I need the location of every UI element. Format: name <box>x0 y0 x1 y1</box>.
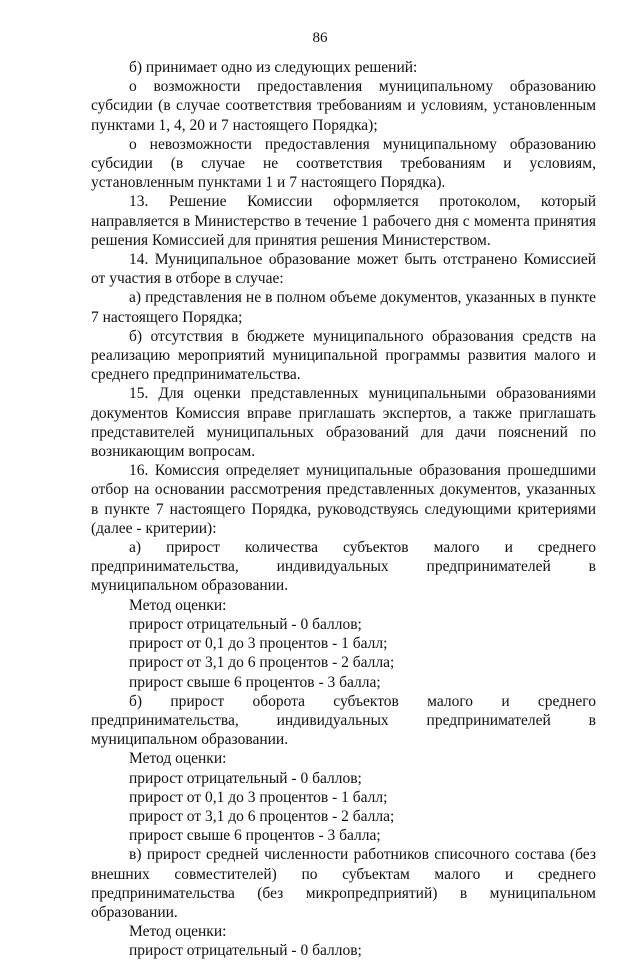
paragraph: б) принимает одно из следующих решений: <box>129 59 418 76</box>
paragraph: 13. Решение Комиссии оформляется протоколом, который направляется в Министерство в течение 1 рабочего дня с момента принятия решения Комиссией для принятия решения Министерством. <box>91 193 596 249</box>
paragraph: б) отсутствия в бюджете муниципального образования средств на реализацию мероприятий муниципальной программы развития малого и среднего предпринимательства. <box>91 327 596 384</box>
paragraph: а) прирост количества субъектов малого и среднего предпринимательства, индивидуальных предпринимателей в муниципальном образовании. <box>91 539 596 595</box>
list-line: прирост отрицательный - 0 баллов; <box>129 942 362 960</box>
list-line: прирост от 3,1 до 6 процентов - 2 балла; <box>129 654 395 672</box>
page-number: 86 <box>312 30 328 46</box>
document-body <box>91 58 596 961</box>
paragraph: 16. Комиссия определяет муниципальные образования прошедшими отбор на основании рассмотрения представленных документов, указанных в пункте 7 настоящего Порядка, руководствуясь следующими критериями (далее - критерии): <box>91 462 596 537</box>
paragraph: б) прирост оборота субъектов малого и среднего предпринимательства, индивидуальных предпринимателей в муниципальном образовании. <box>91 692 596 749</box>
paragraph: 15. Для оценки представленных муниципальными образованиями документов Комиссия вправе приглашать экспертов, а также приглашать представителей муниципальных образований для дачи пояснений по возникающим вопросам. <box>91 385 596 461</box>
paragraph: о возможности предоставления муниципальному образованию субсидии (в случае соответствия требованиям и условиям, установленным пунктами 1, 4, 20 и 7 настоящего Порядка); <box>91 78 596 134</box>
paragraph: о невозможности предоставления муниципальному образованию субсидии (в случае не соответствия требованиям и условиям, установленным пунктами 1 и 7 настоящего Порядка). <box>91 135 596 192</box>
list-line: прирост от 0,1 до 3 процентов - 1 балл; <box>129 788 388 806</box>
list-line: прирост отрицательный - 0 баллов; <box>129 769 362 787</box>
list-line: Метод оценки: <box>129 596 227 614</box>
list-line: прирост свыше 6 процентов - 3 балла; <box>129 673 381 691</box>
list-line: Метод оценки: <box>129 923 227 941</box>
paragraph: в) прирост средней численности работников списочного состава (без внешних совместителей) по субъектам малого и среднего предпринимательства (без микропредприятий) в муниципальном образовании. <box>91 846 596 921</box>
list-line: прирост отрицательный - 0 баллов; <box>129 615 362 633</box>
paragraph: 14. Муниципальное образование может быть отстранено Комиссией от участия в отборе в случае: <box>91 251 596 288</box>
list-line: прирост от 3,1 до 6 процентов - 2 балла; <box>129 807 395 825</box>
paragraph: а) представления не в полном объеме документов, указанных в пункте 7 настоящего Порядка; <box>91 289 596 326</box>
list-line: прирост свыше 6 процентов - 3 балла; <box>129 827 381 845</box>
list-line: Метод оценки: <box>129 750 227 768</box>
list-line: прирост от 0,1 до 3 процентов - 1 балл; <box>129 635 388 653</box>
